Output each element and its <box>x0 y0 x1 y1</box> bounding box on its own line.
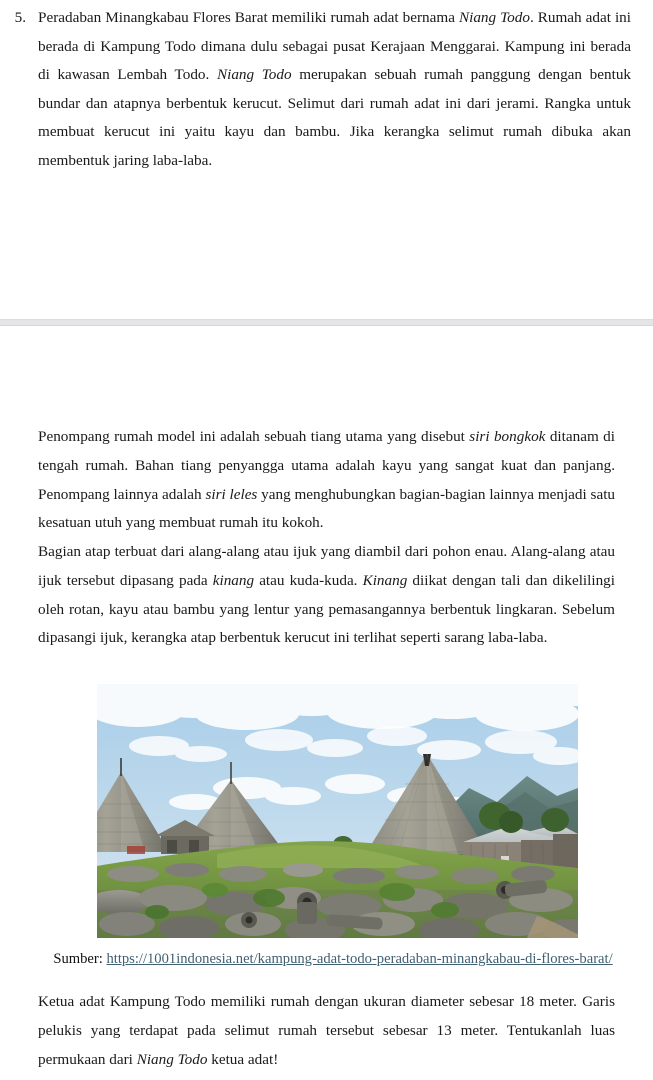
paragraph1-segment-2: ditanam di tengah rumah. Bahan tiang penyangga utama adalah kayu yang sangat kuat dan panjang. Penompang lainnya adalah <box>38 428 615 503</box>
source-url-link-line-2[interactable]: flores-barat/ <box>541 951 613 967</box>
paragraph1-italic-siri-leles: siri leles <box>205 485 258 503</box>
paragraph2-segment-3: diikat dengan tali dan dikelilingi oleh rotan, kayu atau bambu yang lentur yang pemasangannya berbentuk lingkaran. Sebelum dipasangi ijuk, kerangka atap berbentuk kerucut ini terlihat seperti sarang laba-laba. <box>38 571 615 647</box>
caption-label: Sumber: <box>53 951 103 967</box>
source-url-link-line-1[interactable]: https://1001indonesia.net/kampung-adat-todo-peradaban-minangkabau-di- <box>106 951 542 967</box>
figure-caption <box>38 950 628 970</box>
question-text-segment-3: merupakan sebuah rumah panggung dengan bentuk bundar dan atapnya berbentuk kerucut. Selimut dari rumah adat ini dari jerami. Rangka untuk membuat kerucut ini yaitu kayu dan bambu. Jika kerangka selimut rumah dibuka akan membentuk jaring laba-laba. <box>38 66 632 169</box>
body-paragraph-bagian-atap <box>38 538 615 653</box>
question-text-segment-2: . Rumah adat ini berada di Kampung Todo dimana dulu sebagai pusat Kerajaan Menggarai. Kampung ini berada di kawasan Lembah Todo. <box>38 9 631 84</box>
list-item-number: 5. <box>14 9 26 26</box>
question-paragraph-text <box>38 4 653 176</box>
paragraph3-segment-1: Ketua adat Kampung Todo memiliki rumah dengan ukuran diameter sebesar 18 meter. Garis pelukis yang terdapat pada selimut rumah tersebut sebesar 13 meter. Tentukanlah luas permukaan dari <box>38 993 615 1068</box>
body-paragraph-penompang <box>38 423 615 538</box>
list-row <box>0 4 653 176</box>
paragraph2-segment-1: Bagian atap terbuat dari alang-alang atau ijuk yang diambil dari pohon enau. Alang-alang atau ijuk tersebut dipasang pada <box>38 543 615 589</box>
paragraph3-segment-2: ketua adat! <box>207 1050 279 1068</box>
kampung-todo-photo <box>97 684 578 938</box>
paragraph1-segment-1: Penompang rumah model ini adalah sebuah tiang utama yang disebut <box>38 428 470 445</box>
page-break-separator <box>0 319 653 326</box>
question-text-segment-1: Peradaban Minangkabau Flores Barat memiliki rumah adat bernama <box>38 9 459 26</box>
paragraph2-italic-kinang-2: Kinang <box>362 571 408 589</box>
question-list-item <box>0 4 653 176</box>
paragraph2-italic-kinang-1: kinang <box>212 571 255 589</box>
paragraph2-segment-2: atau kuda-kuda. <box>254 571 363 589</box>
question-italic-niang-todo-1: Niang Todo <box>458 9 530 26</box>
body-paragraph-ketua-adat <box>38 988 615 1074</box>
question-italic-niang-todo-2: Niang Todo <box>216 66 292 84</box>
paragraph1-segment-3: yang menghubungkan bagian-bagian lainnya menjadi satu kesatuan utuh yang membuat rumah itu kokoh. <box>38 485 616 532</box>
figure-kampung-todo <box>97 684 578 938</box>
paragraph1-italic-siri-bongkok: siri bongkok <box>469 428 546 445</box>
paragraph3-italic-niang-todo: Niang Todo <box>136 1050 208 1068</box>
